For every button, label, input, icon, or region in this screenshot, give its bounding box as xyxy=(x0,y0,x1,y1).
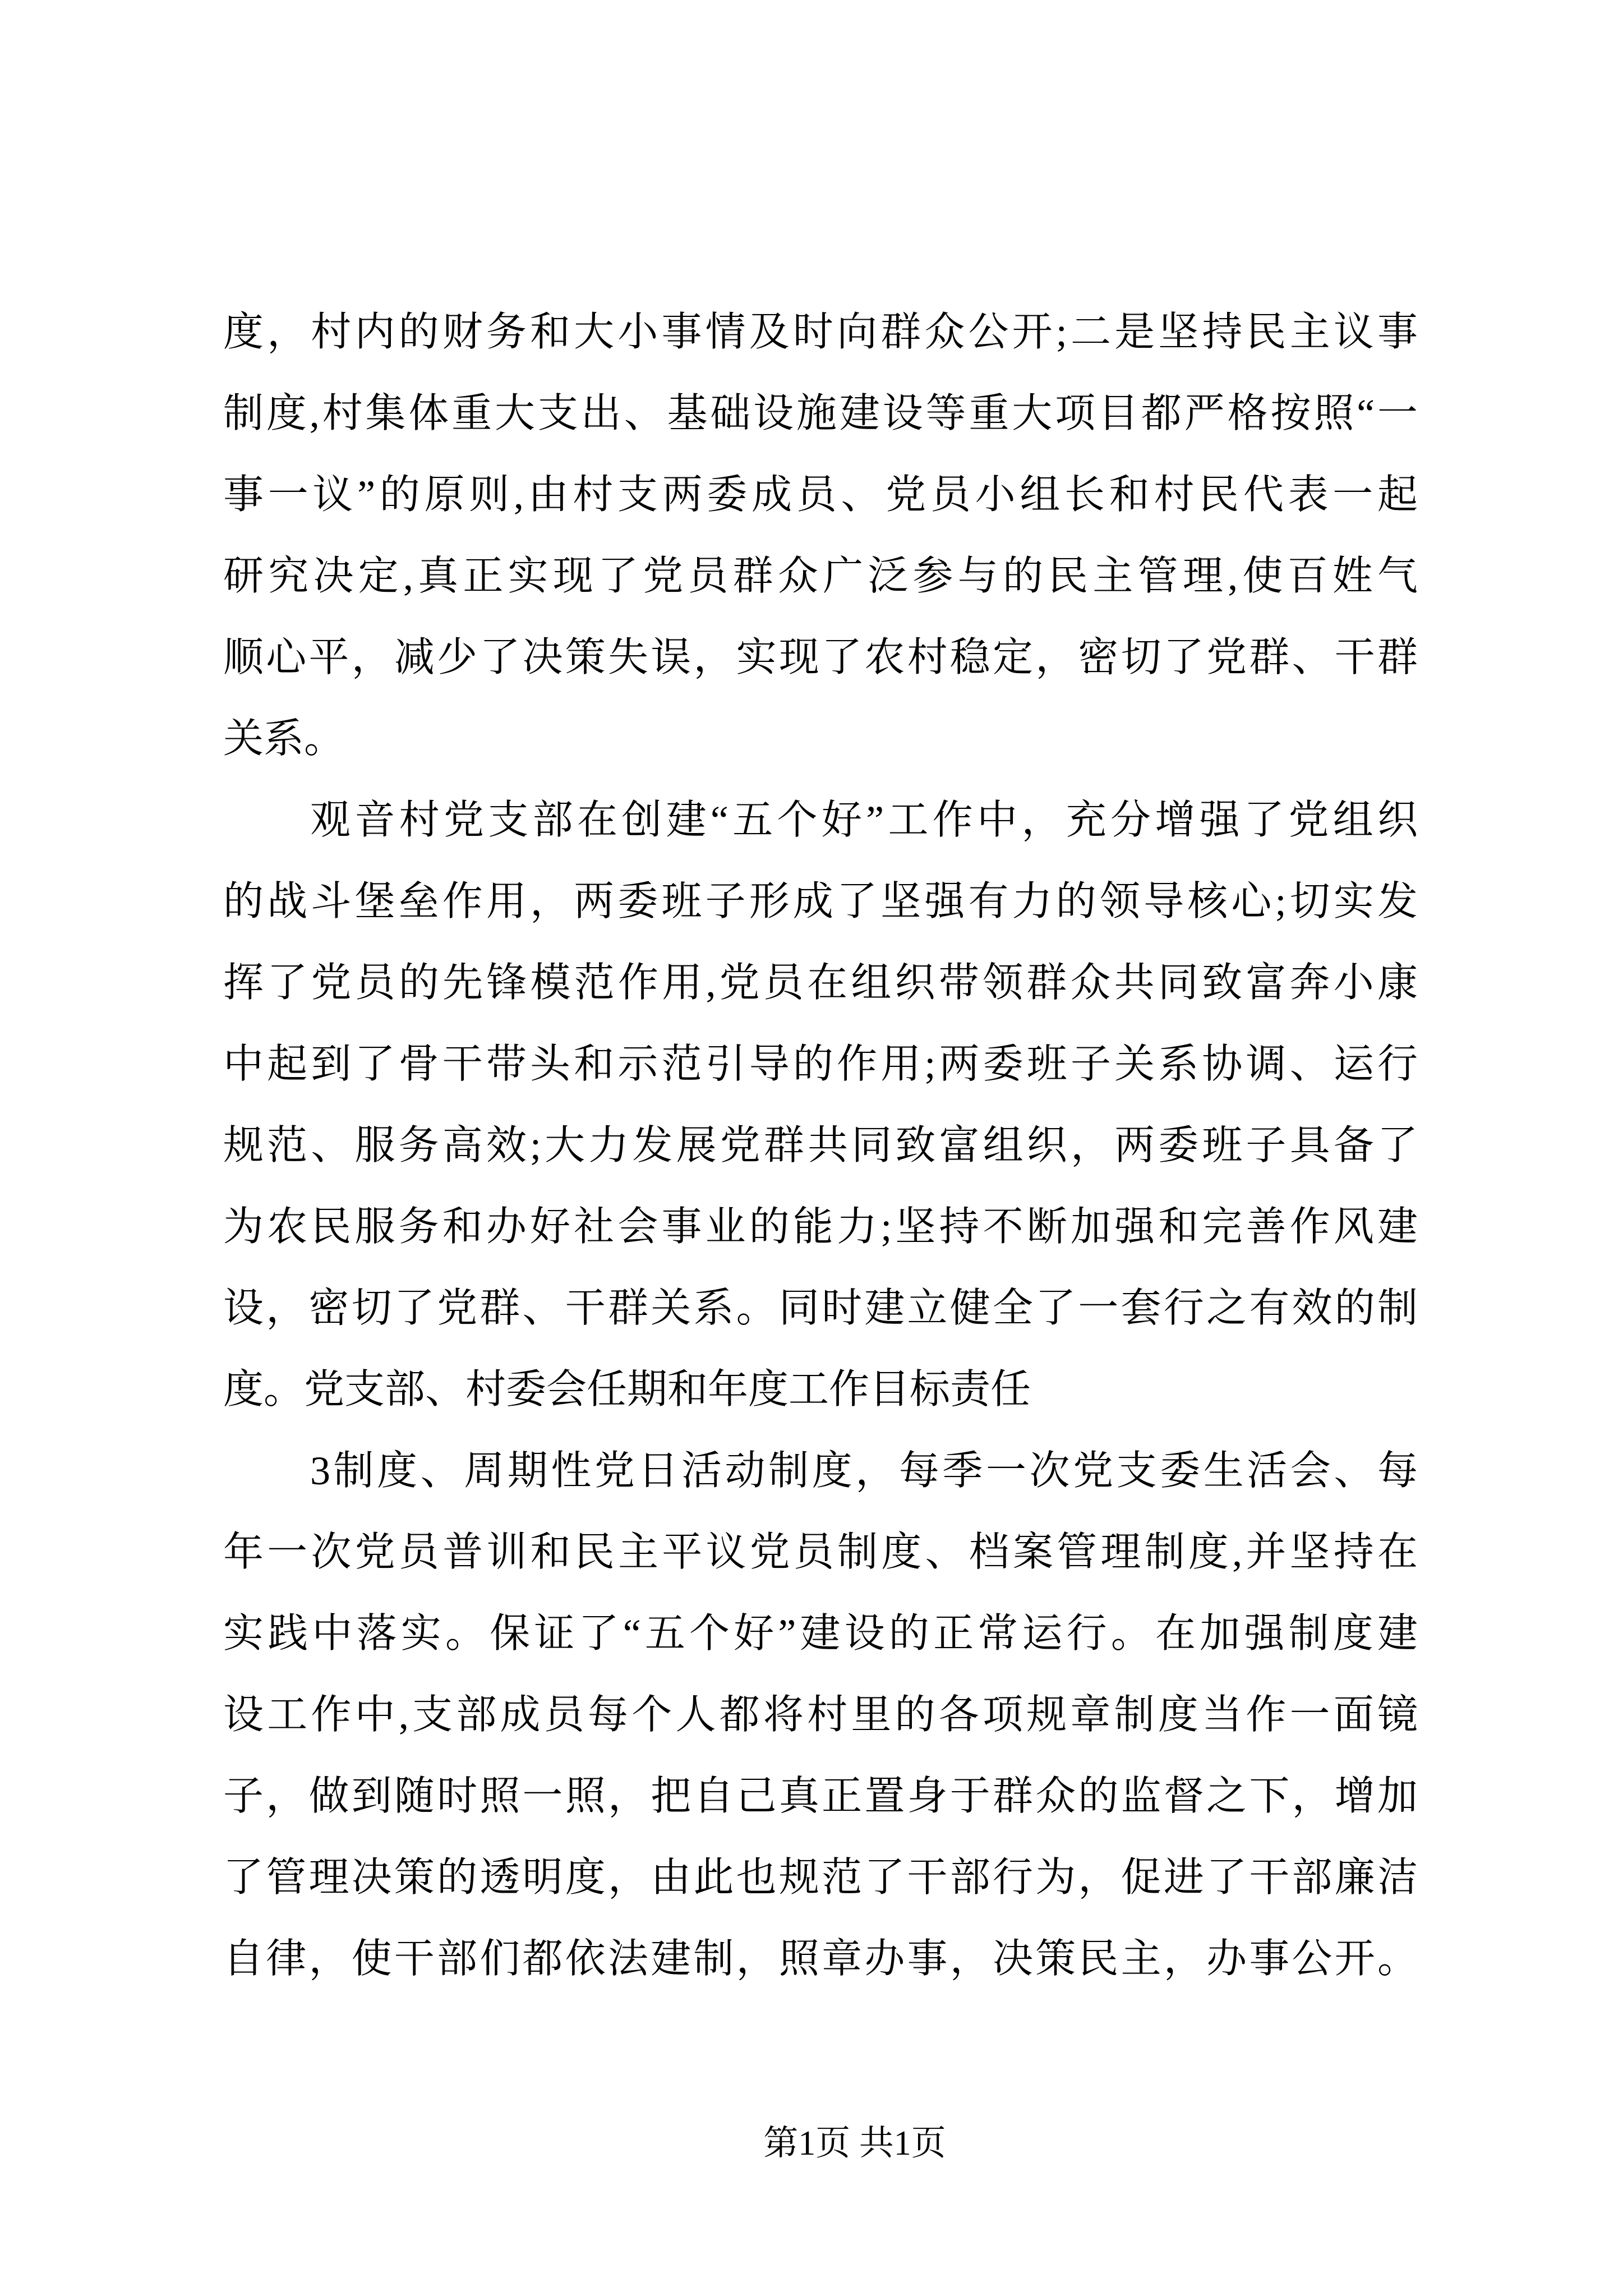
text-line: 设工作中,支部成员每个人都将村里的各项规章制度当作一面镜 xyxy=(223,1692,1418,1737)
document-body xyxy=(223,292,1418,2000)
page-footer xyxy=(0,2121,1623,2166)
text-line: 自律，使干部们都依法建制，照章办事，决策民主，办事公开。 xyxy=(223,1936,1418,1981)
text-line: 规范、服务高效;大力发展党群共同致富组织，两委班子具备了 xyxy=(223,1123,1418,1168)
text-line: 子，做到随时照一照，把自己真正置身于群众的监督之下，增加 xyxy=(223,1774,1418,1819)
text-line: 挥了党员的先锋模范作用,党员在组织带领群众共同致富奔小康 xyxy=(223,960,1418,1005)
text-line: 的战斗堡垒作用，两委班子形成了坚强有力的领导核心;切实发 xyxy=(223,879,1418,924)
text-line: 为农民服务和办好社会事业的能力;坚持不断加强和完善作风建 xyxy=(223,1204,1418,1249)
text-line: 事一议”的原则,由村支两委成员、党员小组长和村民代表一起 xyxy=(223,472,1418,517)
text-line: 观音村党支部在创建“五个好”工作中，充分增强了党组织 xyxy=(310,798,1418,843)
text-line: 研究决定,真正实现了党员群众广泛参与的民主管理,使百姓气 xyxy=(223,554,1418,599)
text-line: 度。党支部、村委会任期和年度工作目标责任 xyxy=(223,1367,1031,1412)
text-line: 顺心平，减少了决策失误，实现了农村稳定，密切了党群、干群 xyxy=(223,635,1418,680)
text-line: 年一次党员普训和民主平议党员制度、档案管理制度,并坚持在 xyxy=(223,1530,1418,1575)
paragraph xyxy=(223,780,1418,1430)
text-line: 制度,村集体重大支出、基础设施建设等重大项目都严格按照“一 xyxy=(223,391,1418,436)
text-line: 设，密切了党群、干群关系。同时建立健全了一套行之有效的制 xyxy=(223,1286,1418,1331)
paragraph xyxy=(223,292,1418,780)
text-line: 关系。 xyxy=(223,716,345,761)
text-line: 实践中落实。保证了“五个好”建设的正常运行。在加强制度建 xyxy=(223,1611,1418,1656)
text-line: 中起到了骨干带头和示范引导的作用;两委班子关系协调、运行 xyxy=(223,1042,1418,1087)
page-number-label: 第1页 共1页 xyxy=(763,2124,946,2162)
paragraph xyxy=(223,1430,1418,2000)
text-line: 了管理决策的透明度，由此也规范了干部行为，促进了干部廉洁 xyxy=(223,1855,1418,1900)
text-line: 3制度、周期性党日活动制度，每季一次党支委生活会、每 xyxy=(310,1448,1418,1493)
text-line: 度，村内的财务和大小事情及时向群众公开;二是坚持民主议事 xyxy=(223,310,1418,355)
